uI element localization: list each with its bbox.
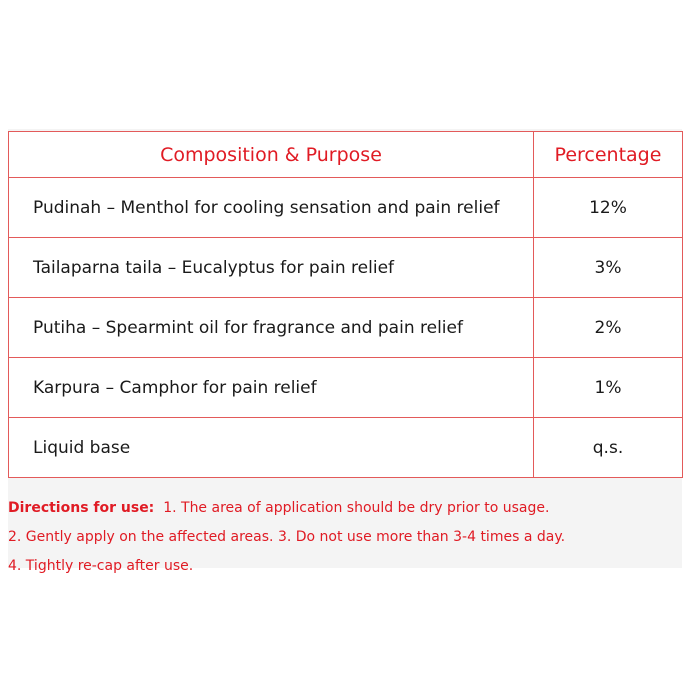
table-row	[9, 358, 683, 418]
composition-cell: Tailaparna taila – Eucalyptus for pain relief	[9, 238, 534, 298]
table-header-row	[9, 132, 683, 178]
directions-line-1	[8, 494, 682, 523]
composition-cell: Pudinah – Menthol for cooling sensation and pain relief	[9, 178, 534, 238]
composition-cell: Karpura – Camphor for pain relief	[9, 358, 534, 418]
composition-cell: Liquid base	[9, 418, 534, 478]
composition-header: Composition & Purpose	[9, 132, 534, 178]
table-row	[9, 178, 683, 238]
percentage-cell: q.s.	[534, 418, 683, 478]
percentage-cell: 3%	[534, 238, 683, 298]
table-row	[9, 298, 683, 358]
directions-line-3: 4. Tightly re-cap after use.	[8, 558, 194, 574]
directions-step-1: 1. The area of application should be dry prior to usage.	[163, 500, 550, 516]
table-row	[9, 418, 683, 478]
directions-section	[8, 494, 682, 581]
directions-label: Directions for use:	[8, 500, 155, 516]
percentage-cell: 2%	[534, 298, 683, 358]
percentage-cell: 12%	[534, 178, 683, 238]
composition-cell: Putiha – Spearmint oil for fragrance and pain relief	[9, 298, 534, 358]
percentage-cell: 1%	[534, 358, 683, 418]
table-row	[9, 238, 683, 298]
percentage-header: Percentage	[534, 132, 683, 178]
directions-line-2: 2. Gently apply on the affected areas. 3. Do not use more than 3-4 times a day.	[8, 529, 566, 545]
composition-table	[8, 131, 683, 478]
